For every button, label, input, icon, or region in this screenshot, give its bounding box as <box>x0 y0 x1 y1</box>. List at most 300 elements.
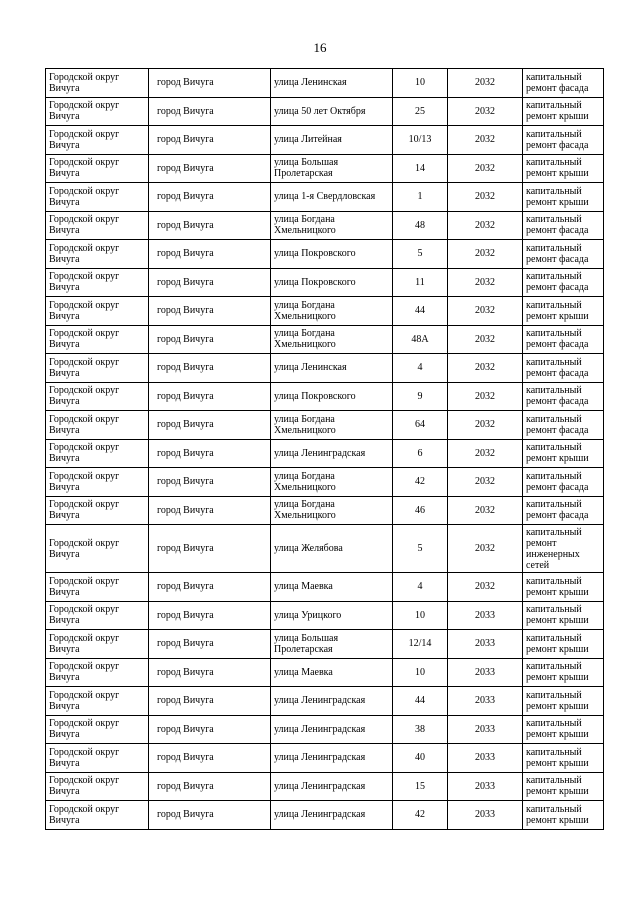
house-number-cell <box>393 439 448 468</box>
house-number-cell-text: 42 <box>415 809 425 821</box>
house-number-cell-text: 4 <box>417 581 423 593</box>
house-number-cell-text: 10 <box>415 77 425 89</box>
year-cell-text: 2033 <box>475 638 495 650</box>
year-cell <box>448 411 523 440</box>
city-cell-text: город Вичуга <box>157 105 214 117</box>
municipality-cell-text: Городской округ Вичуга <box>49 661 120 684</box>
year-cell <box>448 772 523 801</box>
municipality-cell-text: Городской округ Вичуга <box>49 185 120 208</box>
house-number-cell-text: 14 <box>415 162 425 174</box>
street-cell-text: улица Ленинградская <box>274 447 366 459</box>
city-cell-text: город Вичуга <box>157 476 214 488</box>
street-cell-text: улица 50 лет Октября <box>274 105 366 117</box>
city-cell-text: город Вичуга <box>157 362 214 374</box>
work-type-cell-text: капитальный ремонт крыши <box>526 718 589 741</box>
year-cell <box>448 183 523 212</box>
year-cell-text: 2032 <box>475 504 495 516</box>
municipality-cell-text: Городской округ Вичуга <box>49 775 120 798</box>
table-row <box>46 496 604 525</box>
street-cell <box>271 411 393 440</box>
table-row <box>46 211 604 240</box>
work-type-cell-text: капитальный ремонт фасада <box>526 328 589 351</box>
house-number-cell <box>393 525 448 573</box>
year-cell <box>448 69 523 98</box>
work-type-cell-text: капитальный ремонт крыши <box>526 100 589 123</box>
work-type-cell-text: капитальный ремонт фасада <box>526 470 589 493</box>
house-number-cell <box>393 69 448 98</box>
year-cell-text: 2032 <box>475 305 495 317</box>
street-cell <box>271 183 393 212</box>
year-cell <box>448 687 523 716</box>
work-type-cell <box>523 382 604 411</box>
table-row <box>46 97 604 126</box>
year-cell <box>448 496 523 525</box>
street-cell <box>271 126 393 155</box>
street-cell <box>271 154 393 183</box>
work-type-cell-text: капитальный ремонт крыши <box>526 442 589 465</box>
municipality-cell <box>46 354 149 383</box>
municipality-cell-text: Городской округ Вичуга <box>49 442 120 465</box>
municipality-cell <box>46 240 149 269</box>
municipality-cell <box>46 772 149 801</box>
work-type-cell-text: капитальный ремонт фасада <box>526 71 589 94</box>
year-cell <box>448 573 523 602</box>
city-cell <box>149 687 271 716</box>
work-type-cell-text: капитальный ремонт фасада <box>526 413 589 436</box>
street-cell-text: улица Ленинградская <box>274 695 366 707</box>
table-row <box>46 658 604 687</box>
municipality-cell <box>46 468 149 497</box>
street-cell-text: улица Ленинская <box>274 362 347 374</box>
city-cell-text: город Вичуга <box>157 581 214 593</box>
work-type-cell-text: капитальный ремонт фасада <box>526 499 589 522</box>
house-number-cell-text: 25 <box>415 105 425 117</box>
municipality-cell-text: Городской округ Вичуга <box>49 157 120 180</box>
work-type-cell-text: капитальный ремонт крыши <box>526 299 589 322</box>
street-cell-text: улица Урицкого <box>274 609 342 621</box>
city-cell-text: город Вичуга <box>157 305 214 317</box>
municipality-cell <box>46 496 149 525</box>
street-cell-text: улица Ленинградская <box>274 809 366 821</box>
house-number-cell <box>393 211 448 240</box>
work-type-cell-text: капитальный ремонт крыши <box>526 661 589 684</box>
work-type-cell <box>523 573 604 602</box>
house-number-cell <box>393 658 448 687</box>
city-cell-text: город Вичуга <box>157 333 214 345</box>
street-cell-text: улица Ленинградская <box>274 752 366 764</box>
work-type-cell <box>523 354 604 383</box>
street-cell-text: улица Ленинградская <box>274 780 366 792</box>
house-number-cell-text: 46 <box>415 504 425 516</box>
work-type-cell <box>523 744 604 773</box>
city-cell-text: город Вичуга <box>157 638 214 650</box>
year-cell <box>448 658 523 687</box>
table-row <box>46 325 604 354</box>
municipality-cell <box>46 715 149 744</box>
city-cell <box>149 354 271 383</box>
municipality-cell <box>46 382 149 411</box>
table-row <box>46 126 604 155</box>
house-number-cell-text: 5 <box>417 248 423 260</box>
work-type-cell-text: капитальный ремонт крыши <box>526 803 589 826</box>
work-type-cell <box>523 801 604 830</box>
municipality-cell <box>46 687 149 716</box>
year-cell <box>448 630 523 659</box>
municipality-cell <box>46 97 149 126</box>
city-cell-text: город Вичуга <box>157 723 214 735</box>
house-number-cell-text: 12/14 <box>408 638 432 650</box>
table-row <box>46 354 604 383</box>
table-row <box>46 297 604 326</box>
work-type-cell <box>523 240 604 269</box>
year-cell <box>448 382 523 411</box>
year-cell-text: 2032 <box>475 333 495 345</box>
house-number-cell <box>393 687 448 716</box>
municipality-cell <box>46 801 149 830</box>
city-cell <box>149 268 271 297</box>
street-cell-text: улица Покровского <box>274 390 356 402</box>
work-type-cell-text: капитальный ремонт фасада <box>526 271 589 294</box>
municipality-cell <box>46 439 149 468</box>
house-number-cell-text: 48А <box>411 333 429 345</box>
city-cell <box>149 411 271 440</box>
year-cell <box>448 354 523 383</box>
city-cell <box>149 211 271 240</box>
municipality-cell-text: Городской округ Вичуга <box>49 356 120 379</box>
table-body <box>46 69 604 830</box>
municipality-cell-text: Городской округ Вичуга <box>49 299 120 322</box>
work-type-cell-text: капитальный ремонт инженерных сетей <box>526 526 582 571</box>
street-cell <box>271 97 393 126</box>
street-cell-text: улица Литейная <box>274 134 342 146</box>
work-type-cell-text: капитальный ремонт фасада <box>526 385 589 408</box>
city-cell <box>149 69 271 98</box>
work-type-cell-text: капитальный ремонт крыши <box>526 775 589 798</box>
house-number-cell-text: 15 <box>415 780 425 792</box>
year-cell-text: 2032 <box>475 543 495 554</box>
house-number-cell <box>393 325 448 354</box>
street-cell <box>271 525 393 573</box>
street-cell <box>271 211 393 240</box>
city-cell-text: город Вичуга <box>157 752 214 764</box>
city-cell-text: город Вичуга <box>157 419 214 431</box>
street-cell-text: улица Покровского <box>274 248 356 260</box>
work-type-cell-text: капитальный ремонт крыши <box>526 157 589 180</box>
work-type-cell-text: капитальный ремонт фасада <box>526 214 589 237</box>
municipality-cell-text: Городской округ Вичуга <box>49 803 120 826</box>
house-number-cell <box>393 715 448 744</box>
work-type-cell <box>523 126 604 155</box>
table-row <box>46 154 604 183</box>
city-cell-text: город Вичуга <box>157 219 214 231</box>
house-number-cell <box>393 354 448 383</box>
city-cell-text: город Вичуга <box>157 447 214 459</box>
city-cell <box>149 601 271 630</box>
work-type-cell-text: капитальный ремонт крыши <box>526 604 589 627</box>
work-type-cell <box>523 183 604 212</box>
year-cell <box>448 801 523 830</box>
year-cell-text: 2033 <box>475 666 495 678</box>
municipality-cell-text: Городской округ Вичуга <box>49 499 120 522</box>
city-cell <box>149 297 271 326</box>
work-type-cell-text: капитальный ремонт крыши <box>526 185 589 208</box>
street-cell-text: улица Желябова <box>274 543 343 554</box>
house-number-cell-text: 38 <box>415 723 425 735</box>
municipality-cell-text: Городской округ Вичуга <box>49 575 120 598</box>
street-cell-text: улица Богдана Хмельницкого <box>274 470 336 493</box>
work-type-cell <box>523 525 604 573</box>
house-number-cell <box>393 801 448 830</box>
municipality-cell <box>46 411 149 440</box>
work-type-cell <box>523 687 604 716</box>
city-cell-text: город Вичуга <box>157 609 214 621</box>
work-type-cell <box>523 97 604 126</box>
year-cell-text: 2032 <box>475 191 495 203</box>
year-cell <box>448 154 523 183</box>
municipality-cell <box>46 573 149 602</box>
municipality-cell-text: Городской округ Вичуга <box>49 328 120 351</box>
city-cell-text: город Вичуга <box>157 134 214 146</box>
work-type-cell <box>523 658 604 687</box>
street-cell <box>271 69 393 98</box>
table-row <box>46 772 604 801</box>
work-type-cell <box>523 268 604 297</box>
work-type-cell <box>523 325 604 354</box>
year-cell <box>448 97 523 126</box>
city-cell <box>149 525 271 573</box>
work-type-cell <box>523 154 604 183</box>
municipality-cell-text: Городской округ Вичуга <box>49 718 120 741</box>
city-cell <box>149 630 271 659</box>
year-cell <box>448 525 523 573</box>
street-cell <box>271 658 393 687</box>
street-cell <box>271 439 393 468</box>
municipality-cell <box>46 325 149 354</box>
city-cell-text: город Вичуга <box>157 695 214 707</box>
year-cell-text: 2032 <box>475 134 495 146</box>
city-cell <box>149 240 271 269</box>
street-cell-text: улица Богдана Хмельницкого <box>274 328 336 351</box>
street-cell <box>271 744 393 773</box>
municipality-cell-text: Городской округ Вичуга <box>49 271 120 294</box>
work-type-cell <box>523 297 604 326</box>
street-cell <box>271 325 393 354</box>
street-cell-text: улица Большая Пролетарская <box>274 157 339 180</box>
street-cell <box>271 496 393 525</box>
year-cell-text: 2032 <box>475 390 495 402</box>
street-cell <box>271 382 393 411</box>
table-row <box>46 411 604 440</box>
municipality-cell-text: Городской округ Вичуга <box>49 71 120 94</box>
municipality-cell-text: Городской округ Вичуга <box>49 746 120 769</box>
city-cell <box>149 325 271 354</box>
city-cell-text: город Вичуга <box>157 504 214 516</box>
municipality-cell-text: Городской округ Вичуга <box>49 100 120 123</box>
year-cell-text: 2032 <box>475 362 495 374</box>
house-number-cell-text: 1 <box>417 191 423 203</box>
work-type-cell <box>523 601 604 630</box>
house-number-cell <box>393 496 448 525</box>
house-number-cell <box>393 411 448 440</box>
work-type-cell-text: капитальный ремонт крыши <box>526 689 589 712</box>
street-cell <box>271 240 393 269</box>
city-cell-text: город Вичуга <box>157 809 214 821</box>
table-row <box>46 601 604 630</box>
street-cell-text: улица Богдана Хмельницкого <box>274 214 336 237</box>
year-cell-text: 2033 <box>475 752 495 764</box>
street-cell <box>271 630 393 659</box>
municipality-cell <box>46 525 149 573</box>
city-cell-text: город Вичуга <box>157 543 214 554</box>
house-number-cell-text: 44 <box>415 695 425 707</box>
year-cell <box>448 601 523 630</box>
year-cell-text: 2032 <box>475 276 495 288</box>
work-type-cell <box>523 468 604 497</box>
table-row <box>46 183 604 212</box>
municipality-cell-text: Городской округ Вичуга <box>49 385 120 408</box>
work-type-cell-text: капитальный ремонт крыши <box>526 632 589 655</box>
work-type-cell <box>523 715 604 744</box>
municipality-cell <box>46 126 149 155</box>
municipality-cell-text: Городской округ Вичуга <box>49 470 120 493</box>
house-number-cell-text: 4 <box>417 362 423 374</box>
house-number-cell-text: 5 <box>417 543 423 554</box>
street-cell-text: улица 1-я Свердловская <box>274 191 376 203</box>
house-number-cell-text: 42 <box>415 476 425 488</box>
work-type-cell <box>523 772 604 801</box>
house-number-cell <box>393 744 448 773</box>
year-cell-text: 2032 <box>475 248 495 260</box>
year-cell-text: 2033 <box>475 609 495 621</box>
city-cell <box>149 744 271 773</box>
house-number-cell <box>393 126 448 155</box>
municipality-cell-text: Городской округ Вичуга <box>49 689 120 712</box>
city-cell <box>149 97 271 126</box>
municipality-cell-text: Городской округ Вичуга <box>49 128 120 151</box>
year-cell-text: 2033 <box>475 695 495 707</box>
year-cell-text: 2032 <box>475 105 495 117</box>
municipality-cell <box>46 601 149 630</box>
street-cell <box>271 601 393 630</box>
work-type-cell-text: капитальный ремонт крыши <box>526 575 589 598</box>
city-cell-text: город Вичуга <box>157 191 214 203</box>
city-cell <box>149 801 271 830</box>
table-row <box>46 715 604 744</box>
house-number-cell <box>393 240 448 269</box>
year-cell <box>448 297 523 326</box>
year-cell-text: 2032 <box>475 219 495 231</box>
city-cell <box>149 439 271 468</box>
city-cell-text: город Вичуга <box>157 666 214 678</box>
street-cell-text: улица Покровского <box>274 276 356 288</box>
city-cell <box>149 154 271 183</box>
city-cell-text: город Вичуга <box>157 162 214 174</box>
house-number-cell-text: 11 <box>415 276 425 288</box>
table-row <box>46 439 604 468</box>
street-cell-text: улица Маевка <box>274 666 333 678</box>
house-number-cell-text: 10 <box>415 609 425 621</box>
municipality-cell <box>46 154 149 183</box>
house-number-cell-text: 64 <box>415 419 425 431</box>
house-number-cell-text: 10 <box>415 666 425 678</box>
street-cell-text: улица Ленинградская <box>274 723 366 735</box>
municipality-cell-text: Городской округ Вичуга <box>49 537 120 560</box>
street-cell <box>271 573 393 602</box>
year-cell-text: 2032 <box>475 447 495 459</box>
municipality-cell <box>46 183 149 212</box>
street-cell-text: улица Богдана Хмельницкого <box>274 413 336 436</box>
table-row <box>46 687 604 716</box>
year-cell <box>448 211 523 240</box>
work-type-cell <box>523 439 604 468</box>
house-number-cell <box>393 601 448 630</box>
work-type-cell <box>523 69 604 98</box>
year-cell <box>448 126 523 155</box>
city-cell <box>149 496 271 525</box>
year-cell <box>448 439 523 468</box>
table-row <box>46 382 604 411</box>
municipality-cell-text: Городской округ Вичуга <box>49 632 120 655</box>
city-cell <box>149 382 271 411</box>
house-number-cell <box>393 268 448 297</box>
table-row <box>46 630 604 659</box>
table-row <box>46 268 604 297</box>
house-number-cell <box>393 183 448 212</box>
city-cell <box>149 772 271 801</box>
house-number-cell <box>393 97 448 126</box>
year-cell-text: 2033 <box>475 723 495 735</box>
street-cell <box>271 715 393 744</box>
city-cell <box>149 126 271 155</box>
table-row <box>46 573 604 602</box>
work-type-cell <box>523 630 604 659</box>
city-cell-text: город Вичуга <box>157 780 214 792</box>
year-cell <box>448 744 523 773</box>
municipality-cell-text: Городской округ Вичуга <box>49 413 120 436</box>
municipality-cell <box>46 268 149 297</box>
year-cell <box>448 468 523 497</box>
city-cell <box>149 573 271 602</box>
municipality-cell <box>46 658 149 687</box>
table-row <box>46 240 604 269</box>
city-cell <box>149 183 271 212</box>
house-number-cell-text: 48 <box>415 219 425 231</box>
table-row <box>46 744 604 773</box>
street-cell <box>271 772 393 801</box>
city-cell <box>149 715 271 744</box>
year-cell-text: 2032 <box>475 476 495 488</box>
house-number-cell-text: 44 <box>415 305 425 317</box>
street-cell <box>271 268 393 297</box>
work-type-cell <box>523 211 604 240</box>
street-cell <box>271 297 393 326</box>
housing-repair-table <box>45 68 604 830</box>
work-type-cell <box>523 411 604 440</box>
city-cell-text: город Вичуга <box>157 248 214 260</box>
table-row <box>46 69 604 98</box>
year-cell-text: 2033 <box>475 780 495 792</box>
municipality-cell <box>46 744 149 773</box>
city-cell <box>149 658 271 687</box>
street-cell-text: улица Богдана Хмельницкого <box>274 299 336 322</box>
year-cell-text: 2032 <box>475 581 495 593</box>
street-cell <box>271 687 393 716</box>
municipality-cell-text: Городской округ Вичуга <box>49 214 120 237</box>
year-cell <box>448 240 523 269</box>
work-type-cell-text: капитальный ремонт фасада <box>526 242 589 265</box>
municipality-cell <box>46 630 149 659</box>
city-cell-text: город Вичуга <box>157 77 214 89</box>
